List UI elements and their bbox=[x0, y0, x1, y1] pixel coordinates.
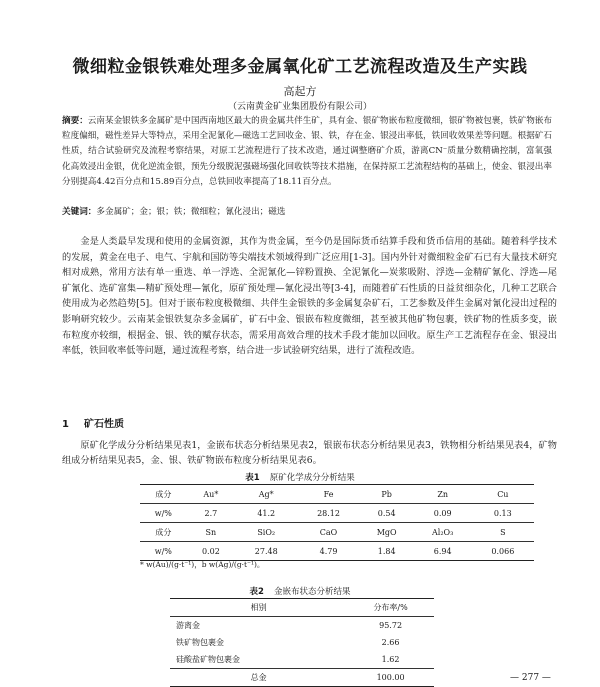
table-cell: Sn bbox=[187, 523, 235, 542]
table-cell: 1.84 bbox=[360, 542, 414, 561]
table-cell: w/% bbox=[140, 542, 187, 561]
table-cell: 游离金 bbox=[176, 621, 200, 630]
table-cell: Al₂O₃ bbox=[414, 523, 472, 542]
table-cell: 成分 bbox=[140, 485, 187, 504]
table-cell: 2.7 bbox=[204, 508, 218, 518]
table1-note: * w(Au)/(g·t⁻¹)，b w(Ag)/(g·t⁻¹)。 bbox=[140, 560, 265, 569]
table-cell: Au* bbox=[187, 485, 235, 504]
table-cell: CaO bbox=[297, 523, 359, 542]
table-cell: 4.79 bbox=[297, 542, 359, 561]
table-cell: 27.48 bbox=[235, 542, 297, 561]
table-cell: S bbox=[472, 523, 534, 542]
table-cell: Ag* bbox=[235, 485, 297, 504]
table-cell: 0.02 bbox=[187, 542, 235, 561]
table-cell: 95.72 bbox=[379, 621, 403, 630]
keywords-label: 关键词： bbox=[62, 207, 97, 217]
table-cell: 2.66 bbox=[381, 638, 400, 647]
table2-caption-text: 金嵌布状态分析结果 bbox=[273, 587, 351, 597]
table-cell: Zn bbox=[414, 485, 472, 504]
table1-caption bbox=[0, 471, 600, 483]
table2 bbox=[170, 598, 434, 687]
intro-paragraph: 金是人类最早发现和使用的金属资源，其作为贵金属，至今仍是国际货币结算手段和货币信用的基础。随着科学技术的发展，黄金在电子、电气、宇航和国防等尖端技术领域得到广泛应用[1-3]。国内外针对微细粒金矿石已有大量技术研究相对成熟，常用方法有单一重选、单一浮选、全泥氰化—锌粉置换、全泥氰化—炭浆吸附、浮选—金精矿氰化、浮选—尾矿氰化、选矿富集—精矿预处理—氰化，原矿预处理—氰化浸出等[3-4]，而随着矿石性质的日益贫细杂化，几种工艺联合使用成为必然趋势[5]。但对于嵌布粒度极微细、共伴生金银铁的多金属复杂矿石，工艺参数及伴生金属对氰化浸出过程的影响研究较少。云南某金银铁复杂多金属矿，矿石中金、银嵌布粒度微细，甚至被其他矿物包裹，铁矿物的性质多变，嵌布粒度亦较细，根据金、银、铁的赋存状态，需采用高效合理的技术手段才能加以回收。原生产工艺流程存在金、银浸出率低，铁回收率低等问题，通过流程考察，结合进一步试验研究结果，进行了流程改造。 bbox=[62, 236, 557, 357]
table-cell: 1.62 bbox=[381, 655, 400, 664]
table1-row bbox=[140, 542, 534, 561]
table-cell: Fe bbox=[297, 485, 359, 504]
table-cell: w/% bbox=[154, 508, 172, 518]
section-number: 1 bbox=[62, 419, 69, 430]
table2-caption bbox=[0, 585, 600, 597]
table-cell: 6.94 bbox=[414, 542, 472, 561]
table-cell: 28.12 bbox=[317, 508, 340, 518]
affiliation: （云南黄金矿业集团股份有限公司） bbox=[227, 102, 372, 112]
table-cell: 总金 bbox=[170, 669, 347, 687]
table1-number: 表1 bbox=[245, 473, 260, 483]
table-cell: 相别 bbox=[170, 599, 347, 617]
table1-header-row bbox=[140, 485, 534, 504]
table1-caption-text: 原矿化学成分分析结果 bbox=[269, 473, 355, 483]
table-cell: Cu bbox=[472, 485, 534, 504]
table-cell: 0.066 bbox=[472, 542, 534, 561]
table-cell: 硅酸盐矿物包裹金 bbox=[176, 655, 240, 664]
table-cell: Pb bbox=[360, 485, 414, 504]
table-cell: 铁矿物包裹金 bbox=[176, 638, 224, 647]
abstract bbox=[62, 114, 552, 190]
table-cell: 成分 bbox=[140, 523, 187, 542]
table-cell: SiO₂ bbox=[235, 523, 297, 542]
keywords bbox=[62, 205, 552, 217]
table2-row bbox=[170, 651, 434, 669]
page-number: — 277 — bbox=[510, 673, 551, 683]
table2-header-row bbox=[170, 599, 434, 617]
table-cell: MgO bbox=[360, 523, 414, 542]
table-cell: 0.09 bbox=[433, 508, 452, 518]
table1-header-row bbox=[140, 523, 534, 542]
abstract-text: 云南某金银铁多金属矿是中国西南地区最大的贵金属共伴生矿，具有金、银矿物嵌布粒度微细，银矿物被包裹，铁矿物嵌布粒度偏细，磁性差异大等特点，采用全泥氰化—磁选工艺回收金、银、铁，存在金、银浸出率低，铁回收效果差等问题。根据矿石性质，结合试验研究及流程考察结果，对原工艺流程进行了技术改造，通过调整磨矿介质，游离CN⁻质量分数精确控制，富氧强化高效浸出金银，优化逆流金银，预先分级脱泥强磁场强化回收铁等技术措施，在保持原工艺流程结构的基础上，使金、银浸出率分别提高4.42百分点和15.89百分点，总铁回收率提高了18.11百分点。 bbox=[62, 116, 552, 187]
table-cell: 41.2 bbox=[257, 508, 276, 518]
author: 高起方 bbox=[283, 85, 317, 98]
table2-row bbox=[170, 617, 434, 635]
table-cell: 100.00 bbox=[347, 669, 434, 687]
section-paragraph: 原矿化学成分分析结果见表1，金嵌布状态分析结果见表2，银嵌布状态分析结果见表3，铁物相分析结果见表4，矿物组成分析结果见表5，金、银、铁矿物嵌布粒度分析结果见表6。 bbox=[62, 440, 557, 466]
section-heading bbox=[62, 415, 124, 430]
keywords-text: 多金属矿；金；银；铁；微细粒；氰化浸出；磁选 bbox=[96, 207, 286, 217]
table1 bbox=[140, 484, 534, 561]
table1-row bbox=[140, 504, 534, 523]
table-cell: 0.54 bbox=[377, 508, 396, 518]
abstract-label: 摘要： bbox=[62, 116, 88, 126]
table2-row bbox=[170, 634, 434, 651]
table-cell: 0.13 bbox=[493, 508, 512, 518]
table2-total-row bbox=[170, 669, 434, 687]
table2-number: 表2 bbox=[249, 587, 264, 597]
table-cell: 分布率/% bbox=[347, 599, 434, 617]
section-title: 矿石性质 bbox=[84, 419, 124, 430]
paper-title: 微细粒金银铁难处理多金属氧化矿工艺流程改造及生产实践 bbox=[72, 57, 528, 77]
